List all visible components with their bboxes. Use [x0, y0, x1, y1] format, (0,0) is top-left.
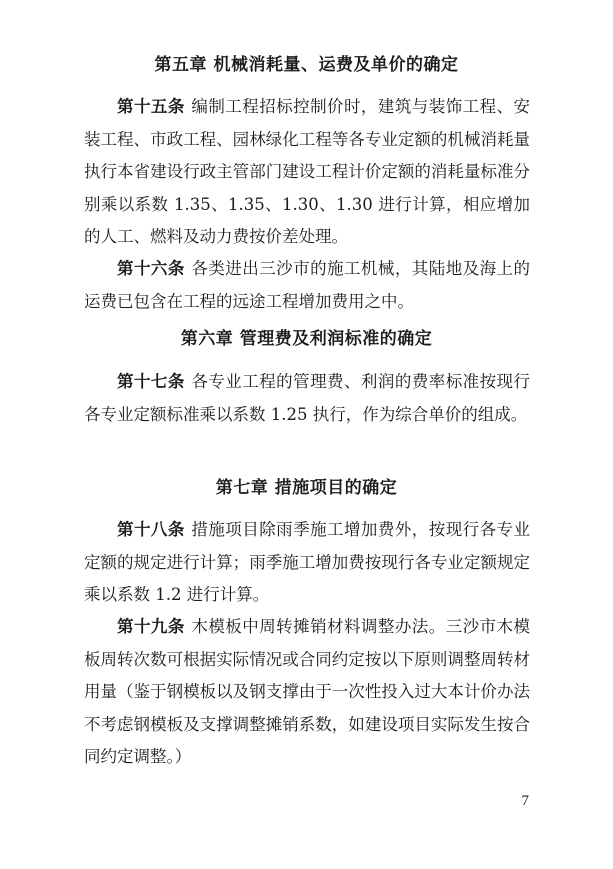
- article-19-label: 第十九条: [117, 617, 185, 636]
- article-18-label: 第十八条: [117, 520, 185, 539]
- chapter-7-heading: 第七章 措施项目的确定: [215, 478, 398, 498]
- article-17-label: 第十七条: [117, 372, 185, 391]
- article-19: [84, 611, 530, 774]
- article-19-text: 木模板中周转摊销材料调整办法。三沙市木模板周转次数可根据实际情况或合同约定按以下原则调整周转材用量（鉴于钢模板以及钢支撑由于一次性投入过大本计价办法不考虑钢模板及支撑调整摊销系数，如建设项目实际发生按合同约定调整。）: [84, 617, 531, 766]
- article-15-label: 第十五条: [117, 97, 185, 116]
- chapter-6-heading: 第六章 管理费及利润标准的确定: [180, 329, 433, 349]
- article-16-label: 第十六条: [117, 259, 185, 278]
- article-16: [84, 253, 530, 318]
- article-18-text: 措施项目除雨季施工增加费外，按现行各专业定额的规定进行计算；雨季施工增加费按现行各专业定额规定乘以系数 1.2 进行计算。: [84, 520, 531, 604]
- chapter-5-heading: 第五章 机械消耗量、运费及单价的确定: [154, 55, 459, 75]
- page-number: 7: [521, 793, 529, 809]
- article-16-text: 各类进出三沙市的施工机械，其陆地及海上的运费已包含在工程的远途工程增加费用之中。: [84, 259, 531, 311]
- article-15-text: 编制工程招标控制价时，建筑与装饰工程、安装工程、市政工程、园林绿化工程等各专业定额的机械消耗量执行本省建设行政主管部门建设工程计价定额的消耗量标准分别乘以系数 1.35、1.35、1.30、1.30 进行计算，相应增加的人工、燃料及动力费按价差处理。: [84, 97, 531, 246]
- article-17: [84, 366, 530, 431]
- article-18: [84, 514, 530, 612]
- article-17-text: 各专业工程的管理费、利润的费率标准按现行各专业定额标准乘以系数 1.25 执行，作为综合单价的组成。: [84, 372, 531, 424]
- article-15: [84, 91, 530, 254]
